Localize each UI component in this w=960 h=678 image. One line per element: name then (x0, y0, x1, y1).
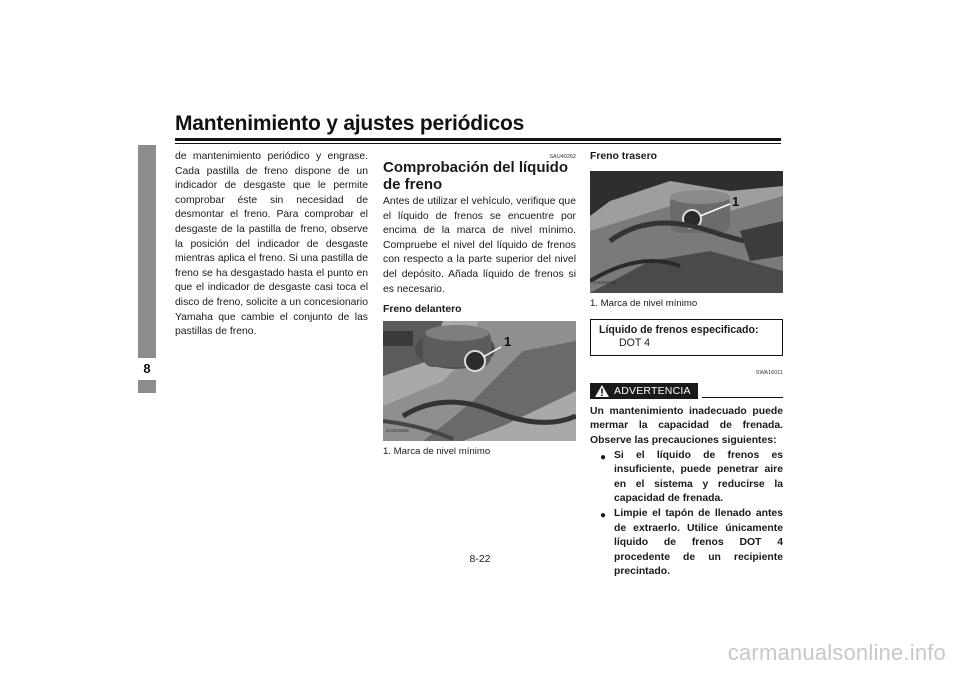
header-rule (175, 138, 781, 141)
warning-label: ADVERTENCIA (614, 384, 691, 397)
front-photo-code: ZAUM1968 (386, 428, 409, 434)
column-2 (383, 150, 576, 459)
warning-bullet (590, 449, 783, 507)
front-photo-callout: 1 (504, 333, 512, 349)
front-brake-heading: Freno delantero (383, 304, 462, 316)
section-code: SAU40262 (549, 154, 576, 160)
chapter-tab (138, 145, 156, 393)
warning-rule (702, 397, 783, 398)
warning-triangle-icon (595, 385, 609, 397)
spec-box (590, 319, 783, 356)
brake-fluid-paragraph: Antes de utilizar el vehículo, verifique que el líquido de frenos se encuentre por encima de la marca de nivel mínimo. Compruebe el nivel del líquido de frenos con respecto a la parte superior del nivel del depósito. Añada líquido de frenos si es necesario. (383, 196, 576, 295)
front-brake-reservoir-illustration (383, 321, 576, 441)
spec-title: Líquido de frenos especificado: (599, 324, 759, 337)
chapter-number: 8 (138, 358, 156, 380)
bullet-icon: ● (600, 451, 607, 463)
rear-photo-code: ZAUM1980 (593, 280, 616, 285)
column-3 (590, 150, 783, 580)
section-title: Comprobación del líquido de freno (383, 159, 568, 193)
warning-badge (590, 383, 698, 399)
rear-brake-photo (590, 171, 783, 293)
warning-header (590, 383, 783, 399)
spec-value: DOT 4 (619, 337, 651, 350)
bullet-icon: ● (600, 509, 607, 521)
front-photo-caption: 1. Marca de nivel mínimo (383, 445, 491, 457)
warning-bullet-text: Limpie el tapón de llenado antes de extraerlo. Utilice únicamente líquido de frenos DOT 4 procedente de un recipiente precintado. (614, 507, 783, 578)
warning-text: Un mantenimiento inadecuado puede mermar la capacidad de frenada. Observe las precauciones siguientes: (590, 405, 783, 446)
header-rule-thin (175, 143, 781, 144)
rear-photo-caption: 1. Marca de nivel mínimo (590, 297, 698, 309)
page-header-title: Mantenimiento y ajustes periódicos (175, 112, 525, 135)
rear-brake-heading: Freno trasero (590, 151, 657, 162)
warning-code: SWA16011 (755, 370, 783, 377)
rear-brake-reservoir-illustration (590, 171, 783, 293)
page-number: 8-22 (469, 553, 491, 565)
watermark: carmanualsonline.info (727, 640, 946, 665)
warning-bullet-text: Si el líquido de frenos es insuficiente, puede penetrar aire en el sistema y reducirse la capacidad de frenada. (614, 449, 783, 505)
front-brake-photo (383, 321, 576, 441)
warning-bullet (590, 507, 783, 580)
rear-photo-callout: 1 (732, 193, 740, 209)
col1-paragraph: de mantenimiento periódico y engrase. Cada pastilla de freno dispone de un indicador de desgaste que le permite comprobar éste sin necesidad de desmontar el freno. Para comprobar el desgaste de la pastilla de freno, observe la posición del indicador de desgaste mientras aplica el freno. Si una pastilla de freno se ha desgastado hasta el punto en que el indicador de desgaste casi toca el disco de freno, solicite a un concesionario Yamaha que cambie el conjunto de las pastillas de freno. (175, 151, 368, 338)
column-1 (175, 150, 368, 340)
